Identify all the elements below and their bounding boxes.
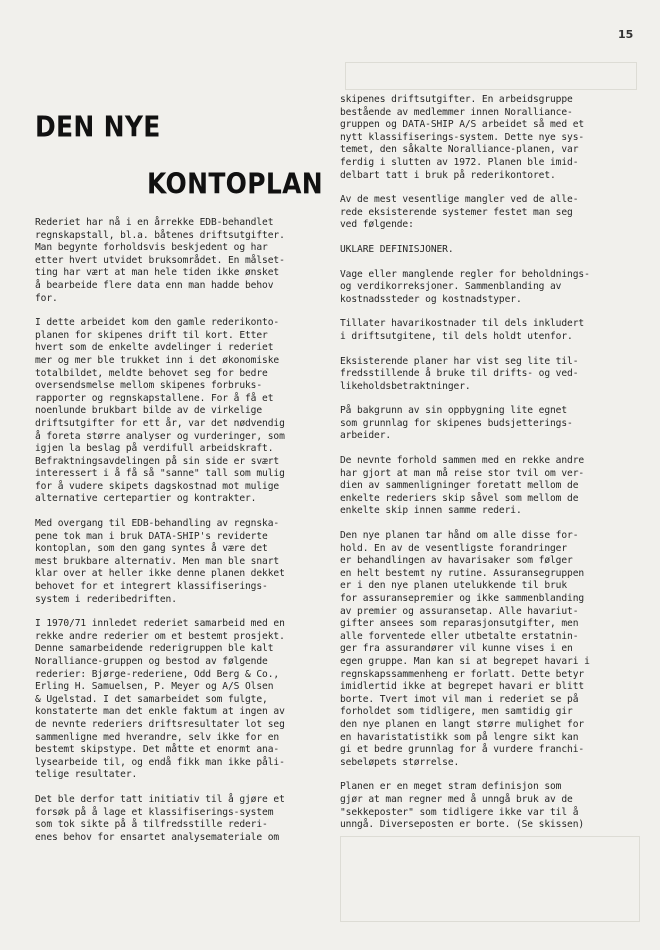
headline-line-1: DEN NYE: [35, 110, 161, 144]
paragraph: I 1970/71 innledet rederiet samarbeid med en rekke andre rederier om et bestemt prosjekt. Denne samarbeidende rederigruppen ble kalt Noralliance-gruppen og bestod av følgende rederier: Bjørge-rederiene, Odd Berg & Co., Erling H. Samuelsen, P. Meyer og A/S Olsen & Ugelstad. I det samarbeidet som fulgte, konstaterte man det enkle faktum at ingen av de nevnte rederiers driftsresultater lot seg sammenligne med hverandre, selv ikke for en bestemt skipstype. Det måtte et enormt ana- lysearbeide til, og endå fikk man ikke påli- telige resultater.: [35, 618, 285, 781]
paragraph: Av de mest vesentlige mangler ved de alle- rede eksisterende systemer festet man seg ved følgende:: [340, 194, 579, 231]
show-through-box: [340, 836, 640, 922]
headline-line-2: KONTOPLAN: [147, 167, 323, 201]
paragraph: De nevnte forhold sammen med en rekke andre har gjort at man må reise stor tvil om ver- dien av sammenligninger foretatt mellom de enkelte rederiers skip såvel som mellom de enkelte skip innen samme rederi.: [340, 455, 585, 517]
paragraph: I dette arbeidet kom den gamle rederikonto- planen for skipenes drift til kort. Etter hvert som de enkelte avdelinger i rederiet mer og mer ble trukket inn i det økonomiske totalbildet, meldte behovet seg for bedre oversendsmelse mellom skipenes forbruks- rapporter og regnskapstallene. For å få et noenlunde brukbart bilde av de virkelige driftsutgifter for ett år, var det nødvendig å foreta større analyser og vurderinger, som igjen la beslag på verdifull arbeidskraft. Befraktningsavdelingen på sin side er svært interessert i å få så "sanne" tall som mulig for å vudere skipets dagskostnad mot mulige alternative certepartier og kontrakter.: [35, 317, 285, 505]
paragraph: Eksisterende planer har vist seg lite til- fredsstillende å bruke til drifts- og ved- likeholdsbetraktninger.: [340, 355, 579, 392]
paragraph: skipenes driftsutgifter. En arbeidsgruppe bestående av medlemmer innen Noralliance- gruppen og DATA-SHIP A/S arbeidet så med et nytt klassifiserings-system. Dette nye sys- temet, den såkalte Noralliance-planen, var ferdig i slutten av 1972. Planen ble imid- delbart tatt i bruk på rederikontoret.: [340, 94, 585, 181]
paragraph: Planen er en meget stram definisjon som gjør at man regner med å unngå bruk av de "sekkeposter" som tidligere ikke var til å unngå. Diverseposten er borte. (Se skissen): [340, 781, 585, 831]
left-text-column: [35, 217, 327, 856]
section-heading: UKLARE DEFINISJONER.: [340, 243, 454, 255]
show-through-box: [345, 62, 637, 90]
paragraph: Tillater havarikostnader til dels inkludert i driftsutgitene, til dels holdt utenfor.: [340, 318, 585, 342]
paragraph: Vage eller manglende regler for beholdnings- og verdikorreksjoner. Sammenblanding av kostnadssteder og kostnadstyper.: [340, 268, 590, 305]
paragraph: Den nye planen tar hånd om alle disse for- hold. En av de vesentligste forandringer er behandlingen av havarisaker som følger en helt bestemt ny rutine. Assuransegruppen er i den nye planen utelukkende til bruk for assuransepremier og ikke sammenblanding av premier og assuransetap. Alle havariut- gifter ansees som reparasjonsutgifter, men alle forventede eller utbetalte erstatnin- ger fra assurandører vil kunne vises i en egen gruppe. Man kan si at begrepet havari i regnskapssammenheng er forlatt. Dette betyr imidlertid ikke at begrepet havari er blitt borte. Tvert imot vil man i rederiet se på forholdet som tidligere, men samtidig gir den nye planen en langt større mulighet for en havaristatistikk som på lengre sikt kan gi et bedre grunnlag for å vurdere franchi- sebeløpets størrelse.: [340, 530, 590, 768]
paragraph: Med overgang til EDB-behandling av regnska- pene tok man i bruk DATA-SHIP's reviderte kontoplan, som den gang syntes å være det mest brukbare alternativ. Men man ble snart klar over at heller ikke denne planen dekket behovet for et integrert klassifiserings- system i rederibedriften.: [35, 518, 285, 605]
paragraph: Det ble derfor tatt initiativ til å gjøre et forsøk på å lage et klassifiserings-system som tok sikte på å tilfredsstille rederi- enes behov for ensartet analysemateriale om: [35, 793, 285, 843]
paragraph: På bakgrunn av sin oppbygning lite egnet som grunnlag for skipenes budsjetterings- arbeider.: [340, 405, 573, 442]
page-number: 15: [618, 28, 634, 41]
paragraph: Rederiet har nå i en årrekke EDB-behandlet regnskapstall, bl.a. båtenes driftsutgifter. Man begynte forholdsvis beskjedent og har etter hvert utvidet bruksområdet. En målset- ting har vært at man hele tiden ikke ønsket å bearbeide flere data enn man hadde behov for.: [35, 217, 285, 304]
right-text-column: [340, 94, 630, 844]
